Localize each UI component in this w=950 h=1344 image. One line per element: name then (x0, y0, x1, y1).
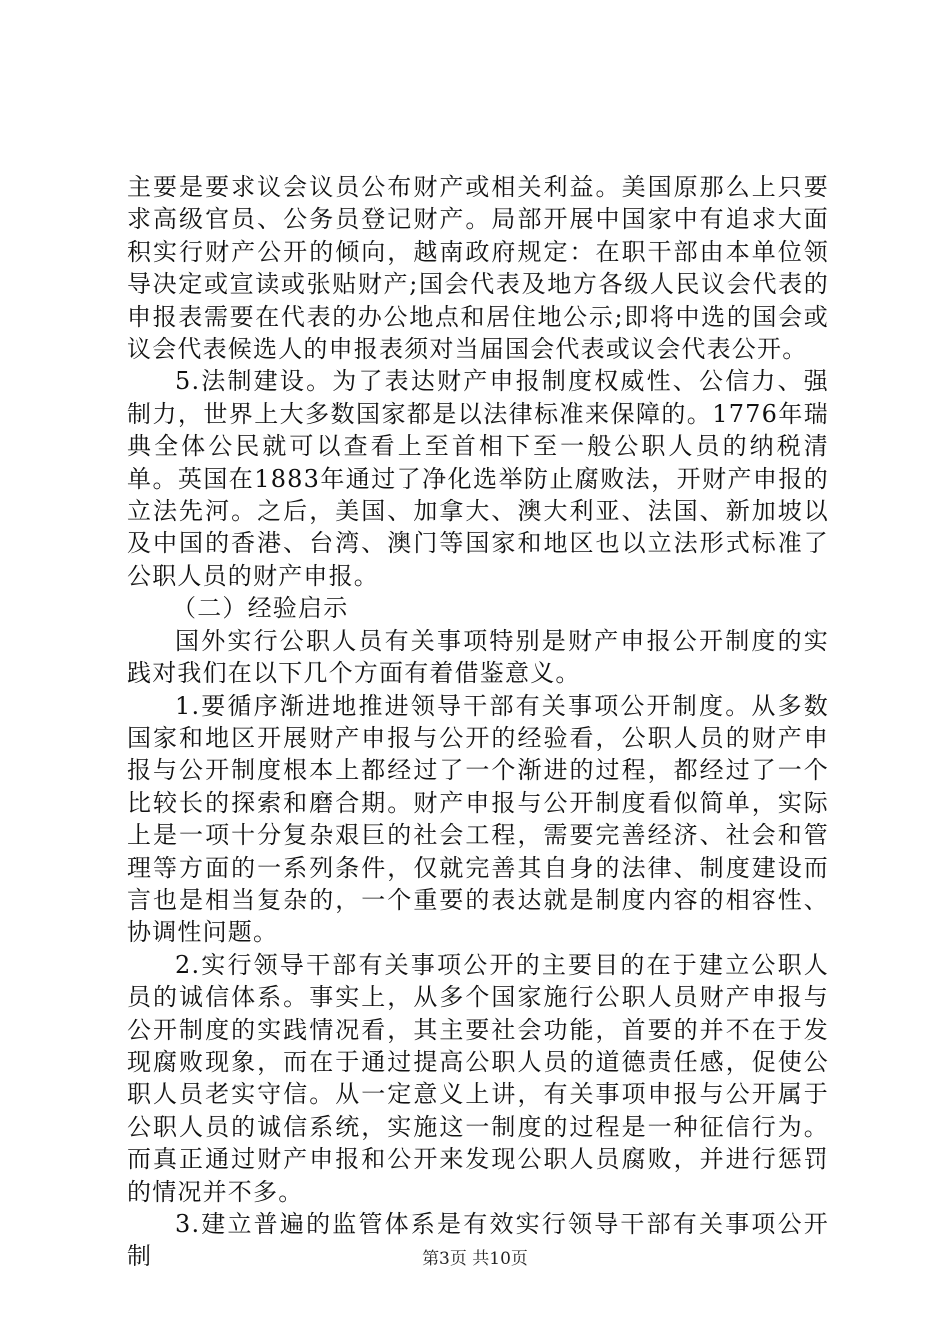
paragraph-continuation: 主要是要求议会议员公布财产或相关利益。美国原那么上只要求高级官员、公务员登记财产。局部开展中国家中有追求大面积实行财产公开的倾向，越南政府规定：在职干部由本单位领导决定或宣读或张贴财产;国会代表及地方各级人民议会代表的申报表需要在代表的办公地点和居住地公示;即将中选的国会或议会代表候选人的申报表须对当届国会代表或议会代表公开。 (127, 173, 829, 364)
paragraph-lessons-intro: 国外实行公职人员有关事项特别是财产申报公开制度的实践对我们在以下几个方面有着借鉴意义。 (127, 626, 829, 688)
paragraph-point-1: 1.要循序渐进地推进领导干部有关事项公开制度。从多数国家和地区开展财产申报与公开的经验看，公职人员的财产申报与公开制度根本上都经过了一个渐进的过程，都经过了一个比较长的探索和磨合期。财产申报与公开制度看似简单，实际上是一项十分复杂艰巨的社会工程，需要完善经济、社会和管理等方面的一系列条件，仅就完善其自身的法律、制度建设而言也是相当复杂的，一个重要的表达就是制度内容的相容性、协调性问题。 (127, 691, 829, 947)
page-footer: 第3页 共10页 (422, 1249, 528, 1269)
paragraph-point-3: 3.建立普遍的监管体系是有效实行领导干部有关事项公开制 (127, 1210, 829, 1271)
paragraph-point-2: 2.实行领导干部有关事项公开的主要目的在于建立公职人员的诚信体系。事实上，从多个国家施行公职人员财产申报与公开制度的实践情况看，其主要社会功能，首要的并不在于发现腐败现象，而在于通过提高公职人员的道德责任感，促使公职人员老实守信。从一定意义上讲，有关事项申报与公开属于公职人员的诚信系统，实施这一制度的过程是一种征信行为。而真正通过财产申报和公开来发现公职人员腐败，并进行惩罚的情况并不多。 (127, 950, 829, 1206)
section-heading-lessons: （二）经验启示 (172, 594, 349, 623)
document-body (127, 171, 829, 1273)
paragraph-legal-construction: 5.法制建设。为了表达财产申报制度权威性、公信力、强制力，世界上大多数国家都是以法律标准来保障的。1776年瑞典全体公民就可以查看上至首相下至一般公职人员的纳税清单。英国在1883年通过了净化选举防止腐败法，开财产申报的立法先河。之后，美国、加拿大、澳大利亚、法国、新加坡以及中国的香港、台湾、澳门等国家和地区也以立法形式标准了公职人员的财产申报。 (127, 367, 829, 590)
